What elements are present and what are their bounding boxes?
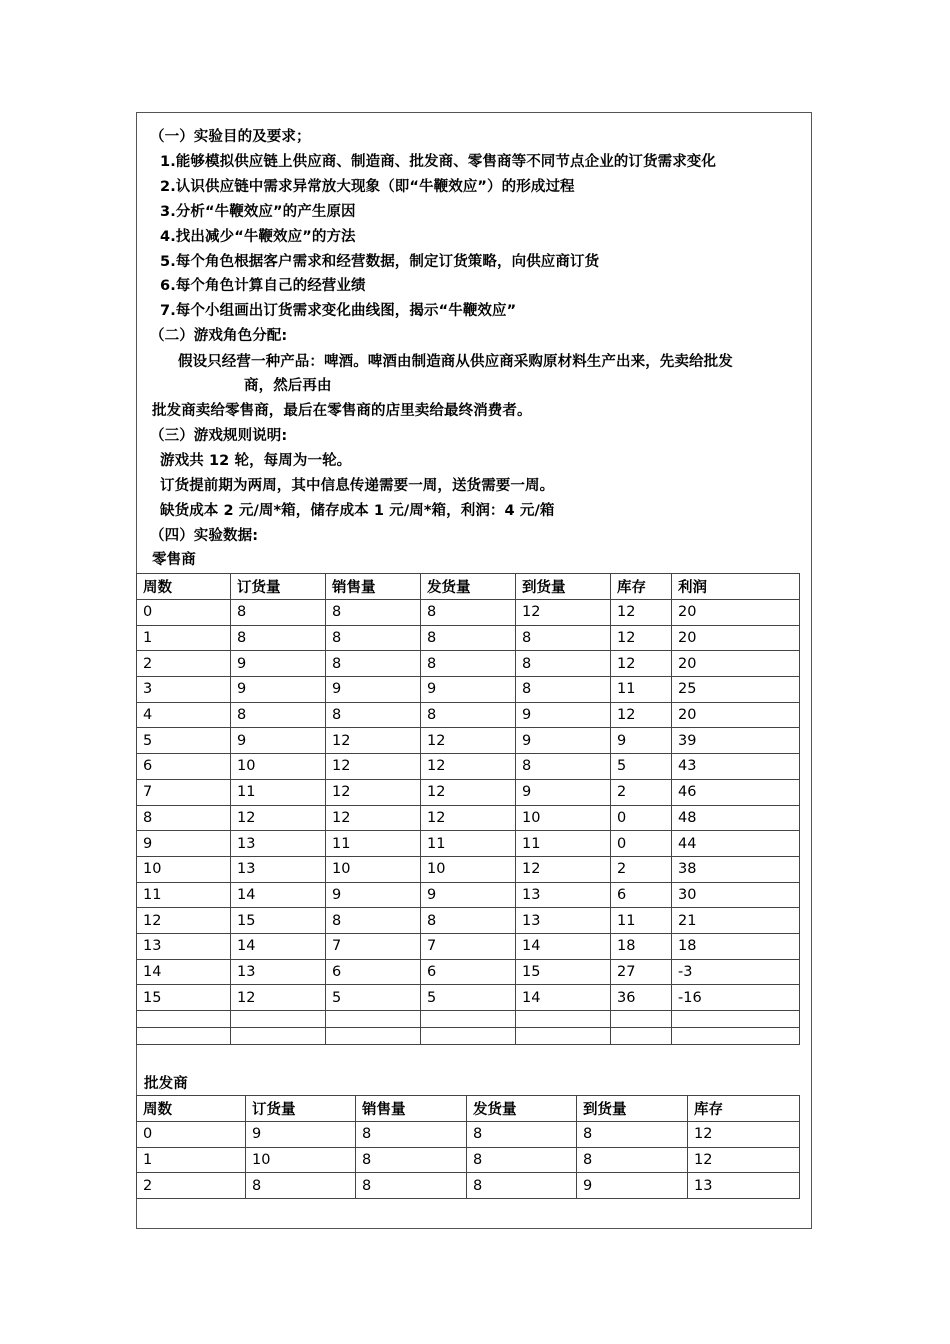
- table-cell: 11: [516, 831, 611, 857]
- table-cell: -16: [672, 985, 800, 1011]
- empty-table-row: [137, 1028, 800, 1045]
- table-row: [137, 831, 800, 857]
- retailer-title: 零售商: [152, 552, 196, 568]
- wholesaler-title: 批发商: [144, 1076, 188, 1092]
- empty-cell: [326, 1011, 421, 1028]
- table-cell: 8: [516, 677, 611, 703]
- table-row: [137, 856, 800, 882]
- wholesaler-header-row: [137, 1096, 800, 1122]
- table-cell: 0: [611, 805, 672, 831]
- section-1-heading: （一）实验目的及要求；: [150, 129, 311, 145]
- empty-cell: [326, 1028, 421, 1045]
- table-cell: 12: [611, 600, 672, 626]
- table-cell: 3: [137, 677, 231, 703]
- table-cell: 9: [516, 728, 611, 754]
- empty-cell: [137, 1011, 231, 1028]
- objective-item: 7.每个小组画出订货需求变化曲线图，揭示“牛鞭效应”: [160, 303, 517, 319]
- table-cell: 44: [672, 831, 800, 857]
- table-cell: 5: [137, 728, 231, 754]
- table-cell: 14: [516, 933, 611, 959]
- table-cell: 10: [421, 856, 516, 882]
- table-row: [137, 805, 800, 831]
- table-cell: 6: [611, 882, 672, 908]
- table-cell: 7: [137, 779, 231, 805]
- table-row: [137, 908, 800, 934]
- table-cell: 11: [137, 882, 231, 908]
- empty-table-row: [137, 1011, 800, 1028]
- col-header-shipped-qty: 发货量: [467, 1096, 577, 1122]
- empty-cell: [231, 1028, 326, 1045]
- table-cell: 9: [611, 728, 672, 754]
- empty-cell: [516, 1011, 611, 1028]
- table-cell: 10: [231, 754, 326, 780]
- objective-item: 4.找出减少“牛鞭效应”的方法: [160, 229, 356, 245]
- table-cell: 39: [672, 728, 800, 754]
- section-4-heading: （四）实验数据:: [150, 528, 259, 544]
- table-cell: 8: [421, 600, 516, 626]
- table-cell: 12: [611, 702, 672, 728]
- table-cell: 14: [137, 959, 231, 985]
- table-row: [137, 882, 800, 908]
- table-cell: 18: [672, 933, 800, 959]
- col-header-shipped-qty: 发货量: [421, 574, 516, 600]
- table-cell: 6: [326, 959, 421, 985]
- empty-cell: [421, 1011, 516, 1028]
- table-cell: 25: [672, 677, 800, 703]
- retailer-table: [136, 573, 800, 1045]
- col-header-profit: 利润: [672, 574, 800, 600]
- table-cell: 20: [672, 600, 800, 626]
- table-cell: 12: [688, 1147, 800, 1173]
- table-cell: 8: [421, 625, 516, 651]
- table-cell: 2: [611, 779, 672, 805]
- table-cell: 9: [577, 1173, 688, 1199]
- table-cell: 8: [231, 625, 326, 651]
- table-cell: 12: [688, 1122, 800, 1148]
- table-cell: 8: [326, 908, 421, 934]
- table-cell: 12: [421, 805, 516, 831]
- col-header-order-qty: 订货量: [231, 574, 326, 600]
- rule-item: 订货提前期为两周，其中信息传递需要一周，送货需要一周。: [160, 478, 555, 494]
- table-cell: 2: [611, 856, 672, 882]
- table-cell: 12: [421, 779, 516, 805]
- table-cell: 12: [326, 728, 421, 754]
- table-cell: 13: [688, 1173, 800, 1199]
- table-cell: 12: [516, 600, 611, 626]
- table-cell: 20: [672, 625, 800, 651]
- table-row: [137, 985, 800, 1011]
- col-header-inventory: 库存: [688, 1096, 800, 1122]
- table-cell: 2: [137, 651, 231, 677]
- table-row: [137, 933, 800, 959]
- section-2-heading: （二）游戏角色分配:: [150, 328, 288, 344]
- table-row: [137, 600, 800, 626]
- col-header-inventory: 库存: [611, 574, 672, 600]
- table-cell: 43: [672, 754, 800, 780]
- table-cell: 0: [137, 1122, 246, 1148]
- table-cell: 8: [356, 1173, 467, 1199]
- table-cell: 13: [516, 882, 611, 908]
- table-cell: 12: [326, 805, 421, 831]
- objective-item: 1.能够模拟供应链上供应商、制造商、批发商、零售商等不同节点企业的订货需求变化: [160, 154, 716, 170]
- roles-paragraph-line: 批发商卖给零售商，最后在零售商的店里卖给最终消费者。: [152, 403, 532, 419]
- table-cell: 13: [231, 959, 326, 985]
- table-cell: 13: [231, 856, 326, 882]
- table-cell: 8: [421, 651, 516, 677]
- table-cell: 12: [516, 856, 611, 882]
- table-cell: 8: [137, 805, 231, 831]
- objective-item: 5.每个角色根据客户需求和经营数据，制定订货策略，向供应商订货: [160, 254, 600, 270]
- table-row: [137, 959, 800, 985]
- objective-item: 3.分析“牛鞭效应”的产生原因: [160, 204, 356, 220]
- table-cell: 5: [421, 985, 516, 1011]
- table-cell: 12: [326, 779, 421, 805]
- col-header-received-qty: 到货量: [516, 574, 611, 600]
- table-cell: 12: [421, 754, 516, 780]
- table-cell: 2: [137, 1173, 246, 1199]
- table-row: [137, 779, 800, 805]
- table-cell: 1: [137, 625, 231, 651]
- table-cell: 14: [516, 985, 611, 1011]
- table-cell: 20: [672, 651, 800, 677]
- table-cell: 8: [246, 1173, 356, 1199]
- empty-cell: [231, 1011, 326, 1028]
- table-cell: 8: [467, 1147, 577, 1173]
- table-cell: 9: [326, 677, 421, 703]
- table-cell: 10: [246, 1147, 356, 1173]
- table-cell: 9: [421, 882, 516, 908]
- empty-cell: [611, 1028, 672, 1045]
- table-cell: 9: [516, 702, 611, 728]
- table-cell: 11: [231, 779, 326, 805]
- table-cell: 9: [231, 677, 326, 703]
- table-cell: 9: [231, 651, 326, 677]
- table-cell: 9: [246, 1122, 356, 1148]
- table-row: [137, 754, 800, 780]
- table-row: [137, 1147, 800, 1173]
- table-cell: 9: [516, 779, 611, 805]
- table-cell: 8: [326, 600, 421, 626]
- table-cell: 7: [421, 933, 516, 959]
- table-cell: 15: [137, 985, 231, 1011]
- table-cell: 12: [326, 754, 421, 780]
- section-3-heading: （三）游戏规则说明:: [150, 428, 288, 444]
- empty-cell: [137, 1028, 231, 1045]
- table-cell: 15: [231, 908, 326, 934]
- table-cell: 38: [672, 856, 800, 882]
- table-cell: 46: [672, 779, 800, 805]
- table-cell: 8: [421, 702, 516, 728]
- roles-paragraph-line: 假设只经营一种产品：啤酒。啤酒由制造商从供应商采购原材料生产出来，先卖给批发: [178, 354, 733, 370]
- table-cell: 0: [611, 831, 672, 857]
- table-cell: 11: [611, 908, 672, 934]
- table-cell: 8: [516, 754, 611, 780]
- table-row: [137, 625, 800, 651]
- table-cell: 18: [611, 933, 672, 959]
- table-cell: 13: [137, 933, 231, 959]
- table-cell: 5: [611, 754, 672, 780]
- table-cell: 5: [326, 985, 421, 1011]
- table-cell: 8: [356, 1122, 467, 1148]
- table-cell: 8: [326, 625, 421, 651]
- table-cell: 10: [516, 805, 611, 831]
- rule-item: 缺货成本 2 元/周*箱，储存成本 1 元/周*箱，利润：4 元/箱: [160, 503, 555, 519]
- col-header-week: 周数: [137, 1096, 246, 1122]
- table-cell: 48: [672, 805, 800, 831]
- empty-cell: [516, 1028, 611, 1045]
- table-cell: 15: [516, 959, 611, 985]
- table-cell: 12: [231, 805, 326, 831]
- table-cell: 11: [421, 831, 516, 857]
- table-cell: 8: [577, 1147, 688, 1173]
- table-cell: 12: [421, 728, 516, 754]
- table-cell: 4: [137, 702, 231, 728]
- table-cell: 10: [137, 856, 231, 882]
- table-row: [137, 651, 800, 677]
- col-header-sales-qty: 销售量: [326, 574, 421, 600]
- table-cell: 8: [326, 651, 421, 677]
- table-cell: 12: [611, 651, 672, 677]
- empty-cell: [421, 1028, 516, 1045]
- table-cell: 11: [326, 831, 421, 857]
- table-cell: 8: [516, 651, 611, 677]
- table-row: [137, 728, 800, 754]
- retailer-header-row: [137, 574, 800, 600]
- table-cell: 6: [421, 959, 516, 985]
- col-header-sales-qty: 销售量: [356, 1096, 467, 1122]
- table-cell: 8: [421, 908, 516, 934]
- table-row: [137, 677, 800, 703]
- rule-item: 游戏共 12 轮，每周为一轮。: [160, 453, 352, 469]
- table-cell: 1: [137, 1147, 246, 1173]
- empty-cell: [672, 1028, 800, 1045]
- table-cell: 0: [137, 600, 231, 626]
- table-cell: 9: [231, 728, 326, 754]
- objective-item: 2.认识供应链中需求异常放大现象（即“牛鞭效应”）的形成过程: [160, 179, 575, 195]
- empty-cell: [672, 1011, 800, 1028]
- table-cell: 8: [577, 1122, 688, 1148]
- table-cell: 14: [231, 933, 326, 959]
- table-row: [137, 1173, 800, 1199]
- table-cell: 7: [326, 933, 421, 959]
- table-cell: 11: [611, 677, 672, 703]
- table-cell: 30: [672, 882, 800, 908]
- empty-cell: [611, 1011, 672, 1028]
- table-cell: 12: [137, 908, 231, 934]
- table-cell: 20: [672, 702, 800, 728]
- table-cell: -3: [672, 959, 800, 985]
- table-cell: 21: [672, 908, 800, 934]
- table-cell: 13: [231, 831, 326, 857]
- objective-item: 6.每个角色计算自己的经营业绩: [160, 278, 366, 294]
- col-header-week: 周数: [137, 574, 231, 600]
- table-cell: 9: [326, 882, 421, 908]
- table-cell: 8: [326, 702, 421, 728]
- table-cell: 14: [231, 882, 326, 908]
- table-cell: 8: [467, 1122, 577, 1148]
- table-row: [137, 702, 800, 728]
- table-cell: 36: [611, 985, 672, 1011]
- table-row: [137, 1122, 800, 1148]
- col-header-received-qty: 到货量: [577, 1096, 688, 1122]
- table-cell: 8: [231, 600, 326, 626]
- table-cell: 12: [611, 625, 672, 651]
- table-cell: 8: [467, 1173, 577, 1199]
- roles-paragraph-line: 商，然后再由: [244, 378, 332, 394]
- table-cell: 13: [516, 908, 611, 934]
- table-cell: 8: [231, 702, 326, 728]
- table-cell: 8: [356, 1147, 467, 1173]
- table-cell: 6: [137, 754, 231, 780]
- table-cell: 8: [516, 625, 611, 651]
- table-cell: 27: [611, 959, 672, 985]
- col-header-order-qty: 订货量: [246, 1096, 356, 1122]
- wholesaler-table: [136, 1095, 800, 1199]
- table-cell: 9: [137, 831, 231, 857]
- table-cell: 10: [326, 856, 421, 882]
- table-cell: 9: [421, 677, 516, 703]
- table-cell: 12: [231, 985, 326, 1011]
